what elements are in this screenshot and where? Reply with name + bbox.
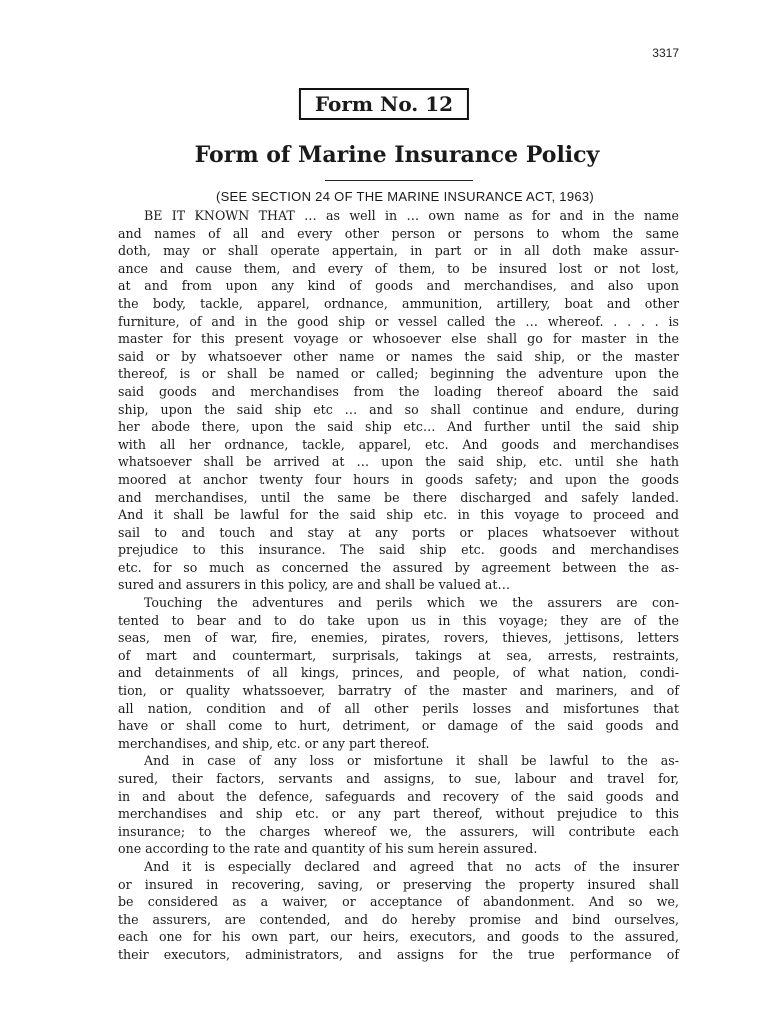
body-line: each one for his own part, our heirs, executors, and goods to the assured,	[118, 929, 679, 945]
body-line: of mart and countermart, surprisals, takings at sea, arrests, restraints,	[118, 647, 679, 663]
body-line: moored at anchor twenty four hours in goods safety; and upon the goods	[118, 471, 679, 487]
body-line: tented to bear and to do take upon us in this voyage; they are of the	[118, 612, 679, 628]
body-line: thereof, is or shall be named or called; beginning the adventure upon the	[118, 366, 679, 382]
body-line: sured and assurers in this policy, are and shall be valued at…	[118, 577, 511, 593]
body-line: furniture, of and in the good ship or vessel called the … whereof. . . . . is	[118, 313, 679, 329]
body-line: all nation, condition and of all other perils losses and misfortunes that	[118, 700, 679, 716]
page-number: 3317	[652, 46, 679, 60]
body-line: and detainments of all kings, princes, and people, of what nation, condi-	[118, 665, 679, 681]
body-line: whatsoever shall be arrived at … upon the said ship, etc. until she hath	[118, 454, 679, 470]
body-line: have or shall come to hurt, detriment, or damage of the said goods and	[118, 718, 679, 734]
body-line: said goods and merchandises from the loading thereof aboard the said	[118, 383, 679, 399]
body-line: master for this present voyage or whosoever else shall go for master in the	[118, 331, 679, 347]
body-line: prejudice to this insurance. The said ship etc. goods and merchandises	[118, 542, 679, 558]
body-line: Touching the adventures and perils which we the assurers are con-	[144, 595, 679, 611]
body-line: And in case of any loss or misfortune it shall be lawful to the as-	[144, 753, 679, 769]
body-line: said or by whatsoever other name or names the said ship, or the master	[118, 348, 679, 364]
body-line: And it shall be lawful for the said ship etc. in this voyage to proceed and	[118, 507, 679, 523]
body-line: their executors, administrators, and assigns for the true performance of	[118, 946, 679, 962]
body-line: BE IT KNOWN THAT … as well in … own name as for and in the name	[144, 208, 679, 223]
document-title: Form of Marine Insurance Policy	[194, 142, 600, 168]
body-line: etc. for so much as concerned the assured by agreement between the as-	[118, 559, 679, 575]
body-line: the assurers, are contended, and do hereby promise and bind ourselves,	[118, 911, 679, 927]
body-line: merchandises and ship etc. or any part thereof, without prejudice to this	[118, 806, 679, 822]
body-line: one according to the rate and quantity of his sum herein assured.	[118, 841, 538, 857]
body-line: seas, men of war, fire, enemies, pirates, rovers, thieves, jettisons, letters	[118, 630, 679, 646]
body-line: with all her ordnance, tackle, apparel, etc. And goods and merchandises	[118, 436, 679, 452]
policy-body-text	[118, 207, 679, 964]
section-reference: (SEE SECTION 24 OF THE MARINE INSURANCE ACT, 1963)	[215, 189, 595, 204]
body-line: insurance; to the charges whereof we, the assurers, will contribute each	[118, 823, 679, 839]
body-line: and names of all and every other person or persons to whom the same	[118, 225, 679, 241]
body-line: sured, their factors, servants and assigns, to sue, labour and travel for,	[118, 771, 679, 786]
form-number-box: Form No. 12	[299, 88, 469, 120]
body-line: and merchandises, until the same be there discharged and safely landed.	[118, 489, 679, 505]
body-line: ship, upon the said ship etc … and so shall continue and endure, during	[118, 401, 679, 417]
body-line: at and from upon any kind of goods and merchandises, and also upon	[118, 278, 679, 294]
body-line: or insured in recovering, saving, or preserving the property insured shall	[118, 876, 679, 892]
body-line: sail to and touch and stay at any ports or places whatsoever without	[118, 524, 679, 540]
body-line: tion, or quality whatssoever, barratry of the master and mariners, and of	[118, 683, 679, 699]
title-underline	[325, 180, 473, 181]
body-line: ance and cause them, and every of them, to be insured lost or not lost,	[118, 260, 679, 276]
body-line: her abode there, upon the said ship etc… And further until the said ship	[118, 419, 679, 435]
body-line: And it is especially declared and agreed that no acts of the insurer	[144, 858, 679, 874]
body-line: doth, may or shall operate appertain, in part or in all doth make assur-	[118, 243, 679, 259]
body-line: in and about the defence, safeguards and recovery of the said goods and	[118, 788, 679, 804]
body-line: merchandises, and ship, etc. or any part thereof.	[118, 735, 430, 751]
body-line: be considered as a waiver, or acceptance of abandonment. And so we,	[118, 894, 679, 910]
body-line: the body, tackle, apparel, ordnance, ammunition, artillery, boat and other	[118, 295, 679, 311]
